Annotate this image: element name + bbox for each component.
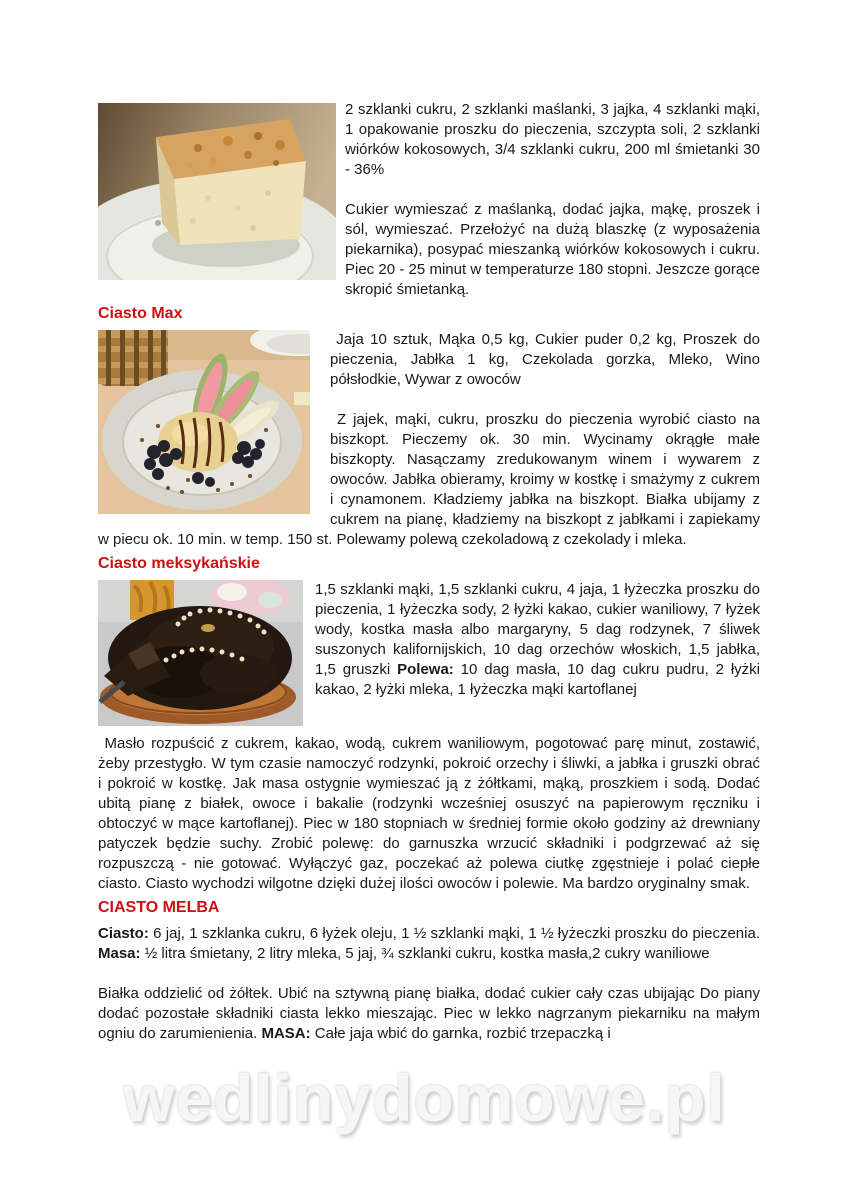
instructions-paragraph: Cukier wymieszać z maślanką, dodać jajka, mąkę, proszek i sól, wymieszać. Przełożyć na dużą blaszkę (z wyposażenia piekarnika), posypać mieszanką wiórków kokosowych i cukru. Piec 20 - 25 minut w temperaturze 180 stopni. Jeszcze gorące skropić śmietanką. (345, 201, 760, 298)
recipe-heading-ciasto-meksykanskie: Ciasto meksykańskie (98, 555, 260, 572)
ingredients-paragraph: 2 szklanki cukru, 2 szklanki maślanki, 3 jajka, 4 szklanki mąki, 1 opakowanie proszku do pieczenia, szczypta soli, 2 szklanki wiórków kokosowych, 3/4 szklanki cukru, 200 ml śmietanki 30 - 36% (345, 101, 760, 178)
recipe-section-ciasto-melba (98, 924, 760, 1044)
chocolate-cake-photo (98, 580, 303, 726)
dessert-plate-with-fruit-photo (98, 330, 310, 514)
coconut-cake-image (98, 103, 336, 280)
ingredients-paragraph: 1,5 szklanki mąki, 1,5 szklanki cukru, 4 jaja, 1 łyżeczka proszku do pieczenia, 1 łyżeczka sody, 2 łyżki kakao, cukier waniliowy, 7 łyżek wody, kostka masła albo margaryny, 5 dag rodzynek, 7 śliwek suszonych kalifornijskich, 10 dag orzechów włoskich, 1,5 jabłka, 1,5 gruszki Polewa: 10 dag masła, 10 dag cukru pudru, 2 łyżki kakao, 2 łyżki mleka, 1 łyżeczka mąki kartoflanej (315, 581, 760, 698)
document-content (98, 100, 760, 1044)
coconut-crumb-cake-slice-photo (98, 103, 336, 280)
instructions-paragraph: Z jajek, mąki, cukru, proszku do pieczenia wyrobić ciasto na biszkopt. Pieczemy ok. 30 min. Wycinamy okrągłe małe biszkopty. Nasączamy zredukowanym winem i wywarem z owoców. Jabłka obieramy, kroimy w kostkę i smażymy z cukrem i cynamonem. Kładziemy jabłka na biszkopt. Białka ubijamy z cukrem na pianę, kładziemy na biszkopt z jabłkami i zapiekamy w piecu ok. 10 min. w temp. 150 st. Polewamy polewą czekoladową z czekolady i mleka. (98, 411, 760, 548)
chocolate-cake-image (98, 580, 303, 726)
recipe-section-ciasto-meksykanskie (98, 580, 760, 894)
watermark: wedlinydomowe.pl (123, 1061, 726, 1135)
ingredients-paragraph: Jaja 10 sztuk, Mąka 0,5 kg, Cukier puder 0,2 kg, Proszek do pieczenia, Jabłka 1 kg, Czekolada gorzka, Mleko, Wino półsłodkie, Wywar z owoców (330, 331, 760, 388)
ingredients-paragraph: Ciasto: 6 jaj, 1 szklanka cukru, 6 łyżek oleju, 1 ½ szklanki mąki, 1 ½ łyżeczki proszku do pieczenia. Masa: ½ litra śmietany, 2 litry mleka, 5 jaj, ¾ szklanki cukru, kostka masła,2 cukry waniliowe (98, 925, 760, 962)
instructions-paragraph: Masło rozpuścić z cukrem, kakao, wodą, cukrem waniliowym, pogotować parę minut, zostawić, żeby przestygło. W tym czasie namoczyć rodzynki, pokroić orzechy i śliwki, a jabłka i gruszki obrać i pokroić w kostkę. Jak masa ostygnie wymieszać ją z żółtkami, mąką, proszkiem i sodą. Dodać ubitą pianę z białek, owoce i bakalie (rodzynki wcześniej osuszyć na papierowym ręczniku i obtoczyć w mące kartoflanej). Piec w 180 stopniach w średniej formie około godziny aż drewniany patyczek będzie suchy. Zrobić polewę: do garnuszka wrzucić składniki i podgrzewać aż się rozpuszczą - nie gotować. Wyłączyć gaz, poczekać aż polewa ciutkę zgęstnieje i polać ciepłe ciasto. Ciasto wychodzi wilgotne dzięki dużej ilości owoców i polewie. Ma bardzo oryginalny smak. (98, 735, 760, 892)
dessert-plate-image (98, 330, 310, 514)
recipe-section-ciasto-max (98, 330, 760, 550)
recipe-heading-ciasto-melba: CIASTO MELBA (98, 899, 220, 916)
recipe-heading-ciasto-max: Ciasto Max (98, 305, 183, 322)
instructions-paragraph: Białka oddzielić od żółtek. Ubić na sztywną pianę białka, dodać cukier cały czas ubijając Do piany dodać pozostałe składniki ciasta lekko mieszając. Piec w lekko nagrzanym piekarniku na małym ogniu do zarumienienia. MASA: Całe jaja wbić do garnka, rozbić trzepaczką i (98, 985, 760, 1042)
recipe-section-coconut-cake (98, 100, 760, 300)
